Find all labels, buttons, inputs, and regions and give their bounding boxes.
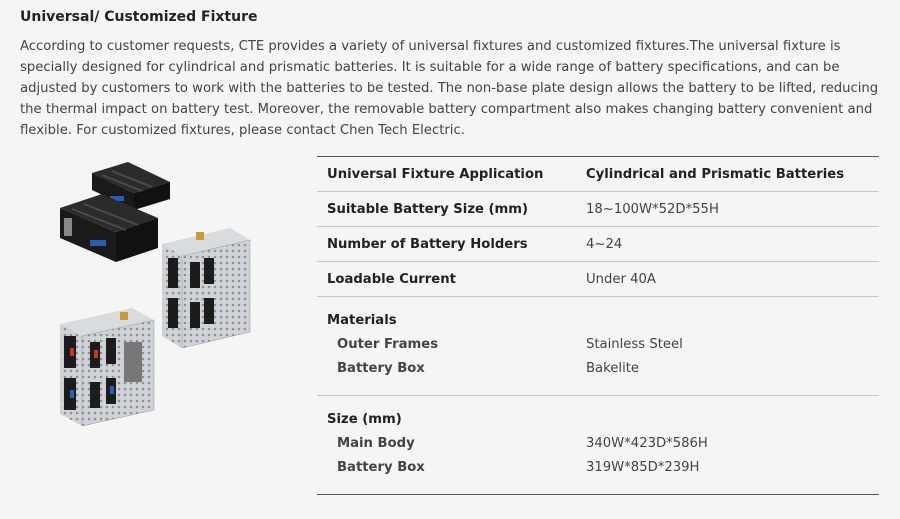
spec-row	[317, 262, 879, 297]
size-heading: Size (mm)	[327, 412, 402, 427]
material-label: Battery Box	[337, 361, 425, 376]
spec-row	[317, 227, 879, 262]
spec-label: Suitable Battery Size (mm)	[317, 192, 576, 227]
size-value: 340W*423D*586H	[586, 436, 708, 451]
spec-value: Under 40A	[576, 262, 879, 297]
spec-label: Number of Battery Holders	[317, 227, 576, 262]
materials-heading: Materials	[327, 313, 397, 328]
material-value: Stainless Steel	[586, 337, 683, 352]
spec-row	[317, 192, 879, 227]
spec-value: 4~24	[576, 227, 879, 262]
section-description: According to customer requests, CTE provides a variety of universal fixtures and customized fixtures.The universal fixture is specially designed for cylindrical and prismatic batteries. It is suitable for a wide range of battery specifications, and can be adjusted by customers to work with the batteries to be tested. The non-base plate design allows the battery to be lifted, reducing the thermal impact on battery test. Moreover, the removable battery compartment also makes changing battery convenient and flexible. For customized fixtures, please contact Chen Tech Electric.	[20, 39, 879, 138]
spec-label: Universal Fixture Application	[317, 157, 576, 192]
material-label: Outer Frames	[337, 337, 439, 352]
materials-group	[317, 297, 879, 396]
size-value: 319W*85D*239H	[586, 460, 700, 475]
size-label: Main Body	[337, 436, 415, 451]
size-group	[317, 396, 879, 495]
spec-row	[317, 157, 879, 192]
fixture-rack-right	[162, 228, 250, 348]
fixture-rack-left	[60, 308, 154, 426]
spec-label: Loadable Current	[317, 262, 576, 297]
fixture-product-image	[50, 158, 270, 438]
section-title: Universal/ Customized Fixture	[20, 9, 258, 25]
spec-value: Cylindrical and Prismatic Batteries	[576, 157, 879, 192]
material-value: Bakelite	[586, 361, 640, 376]
size-label: Battery Box	[337, 460, 425, 475]
spec-table	[317, 156, 879, 495]
spec-value: 18~100W*52D*55H	[576, 192, 879, 227]
